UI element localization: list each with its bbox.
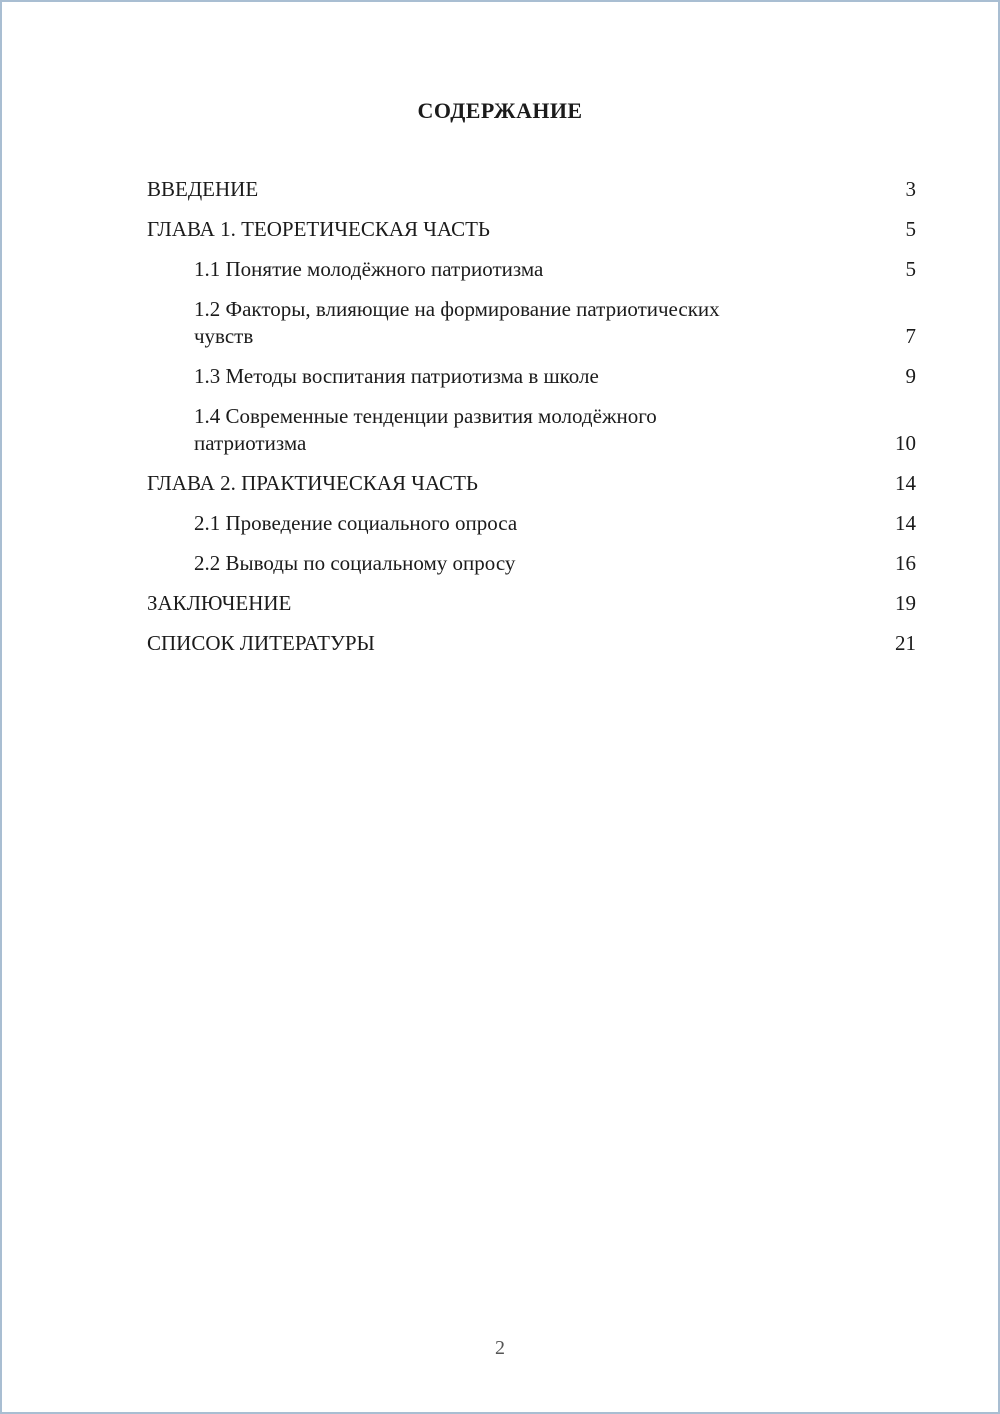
toc-entry [147, 216, 916, 243]
toc-entry [147, 403, 916, 457]
footer-page-number: 2 [495, 1337, 505, 1359]
toc-entry-label-line2: чувств [194, 324, 254, 348]
toc-entry-page: 5 [905, 217, 916, 241]
toc-entry-label: 2.1 Проведение социального опроса [194, 511, 518, 535]
toc-entry [147, 510, 916, 537]
toc-entry-page: 14 [895, 511, 916, 535]
toc-entry-page: 14 [895, 471, 916, 495]
toc-entry [147, 256, 916, 283]
table-of-contents [147, 176, 916, 657]
toc-entry-page: 5 [905, 257, 916, 281]
page-title: СОДЕРЖАНИЕ [417, 98, 583, 123]
toc-entry-label: 1.1 Понятие молодёжного патриотизма [194, 257, 544, 281]
toc-entry-page: 3 [905, 177, 916, 201]
toc-entry-label: 2.2 Выводы по социальному опросу [194, 551, 516, 575]
toc-entry-page: 9 [905, 364, 916, 388]
toc-entry [147, 590, 916, 617]
toc-entry-page: 7 [905, 324, 916, 348]
toc-entry [147, 296, 916, 350]
toc-entry [147, 176, 916, 203]
toc-entry-page: 16 [895, 551, 916, 575]
toc-entry-page: 21 [895, 631, 916, 655]
toc-entry-label: ГЛАВА 1. ТЕОРЕТИЧЕСКАЯ ЧАСТЬ [147, 217, 490, 241]
toc-entry-label: 1.4 Современные тенденции развития молодёжного [194, 404, 657, 428]
toc-entry-label: ЗАКЛЮЧЕНИЕ [147, 591, 292, 615]
toc-entry-label: 1.2 Факторы, влияющие на формирование патриотических [194, 297, 720, 321]
toc-entry-page: 19 [895, 591, 916, 615]
toc-entry [147, 470, 916, 497]
toc-entry-label-line2: патриотизма [194, 431, 307, 455]
toc-entry-label: ВВЕДЕНИЕ [147, 177, 259, 201]
toc-entry-label: СПИСОК ЛИТЕРАТУРЫ [147, 631, 375, 655]
toc-entry-label: ГЛАВА 2. ПРАКТИЧЕСКАЯ ЧАСТЬ [147, 471, 478, 495]
toc-entry [147, 630, 916, 657]
toc-entry-page: 10 [895, 431, 916, 455]
toc-entry [147, 363, 916, 390]
toc-entry [147, 550, 916, 577]
toc-entry-label: 1.3 Методы воспитания патриотизма в школе [194, 364, 599, 388]
